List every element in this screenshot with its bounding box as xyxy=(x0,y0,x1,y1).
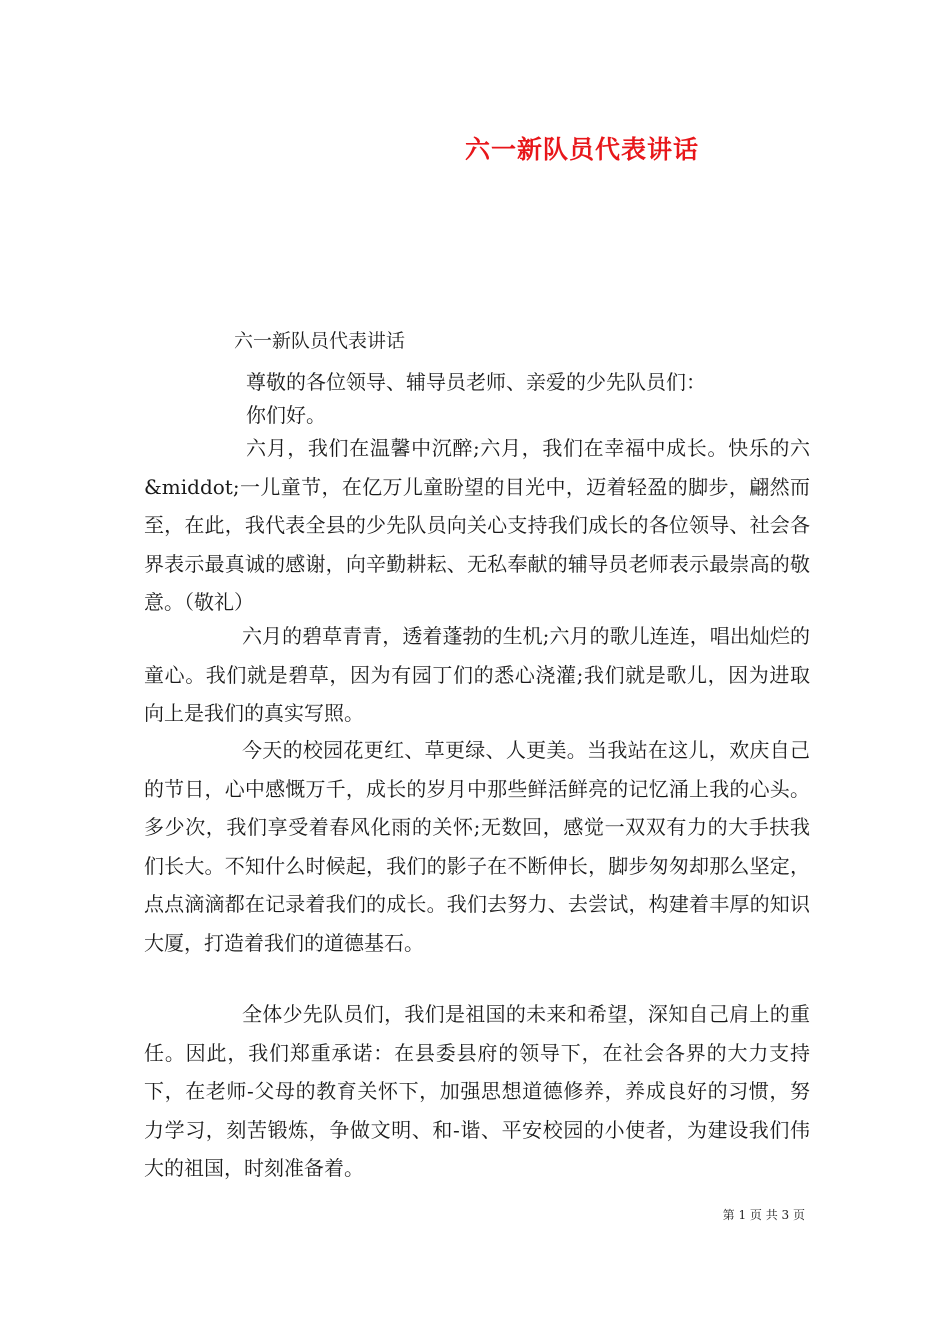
page-number: 第 1 页 共 3 页 xyxy=(722,1208,805,1222)
greeting-line: 尊敬的各位领导、辅导员老师、亲爱的少先队员们： xyxy=(246,370,706,394)
paragraph-2: 六月的碧草青青，透着蓬勃的生机;六月的歌儿连连，唱出灿烂的童心。我们就是碧草，因为有园丁们的悉心浇灌;我们就是歌儿，因为进取向上是我们的真实写照。 xyxy=(144,624,810,725)
page-title: 六一新队员代表讲话 xyxy=(464,135,699,164)
paragraph-4: 全体少先队员们，我们是祖国的未来和希望，深知自己肩上的重任。因此，我们郑重承诺：在县委县府的领导下，在社会各界的大力支持下，在老师-父母的教育关怀下，加强思想道德修养，养成良好的习惯，努力学习，刻苦锻炼，争做文明、和-谐、平安校园的小使者，为建设我们伟大的祖国，时刻准备着。 xyxy=(144,1002,810,1180)
paragraph-1: 六月，我们在温馨中沉醉;六月，我们在幸福中成长。快乐的六&middot;一儿童节，在亿万儿童盼望的目光中，迈着轻盈的脚步，翩然而至，在此，我代表全县的少先队员向关心支持我们成长的各位领导、社会各界表示最真诚的感谢，向辛勤耕耘、无私奉献的辅导员老师表示最崇高的敬意。（敬礼） xyxy=(144,436,810,614)
hello-line: 你们好。 xyxy=(246,403,326,427)
document-subtitle: 六一新队员代表讲话 xyxy=(234,330,406,352)
paragraph-3: 今天的校园花更红、草更绿、人更美。当我站在这儿，欢庆自己的节日，心中感慨万千，成长的岁月中那些鲜活鲜亮的记忆涌上我的心头。多少次，我们享受着春风化雨的关怀;无数回，感觉一双双有力的大手扶我们长大。不知什么时候起，我们的影子在不断伸长，脚步匆匆却那么坚定，点点滴滴都在记录着我们的成长。我们去努力、去尝试，构建着丰厚的知识大厦，打造着我们的道德基石。 xyxy=(144,738,810,955)
